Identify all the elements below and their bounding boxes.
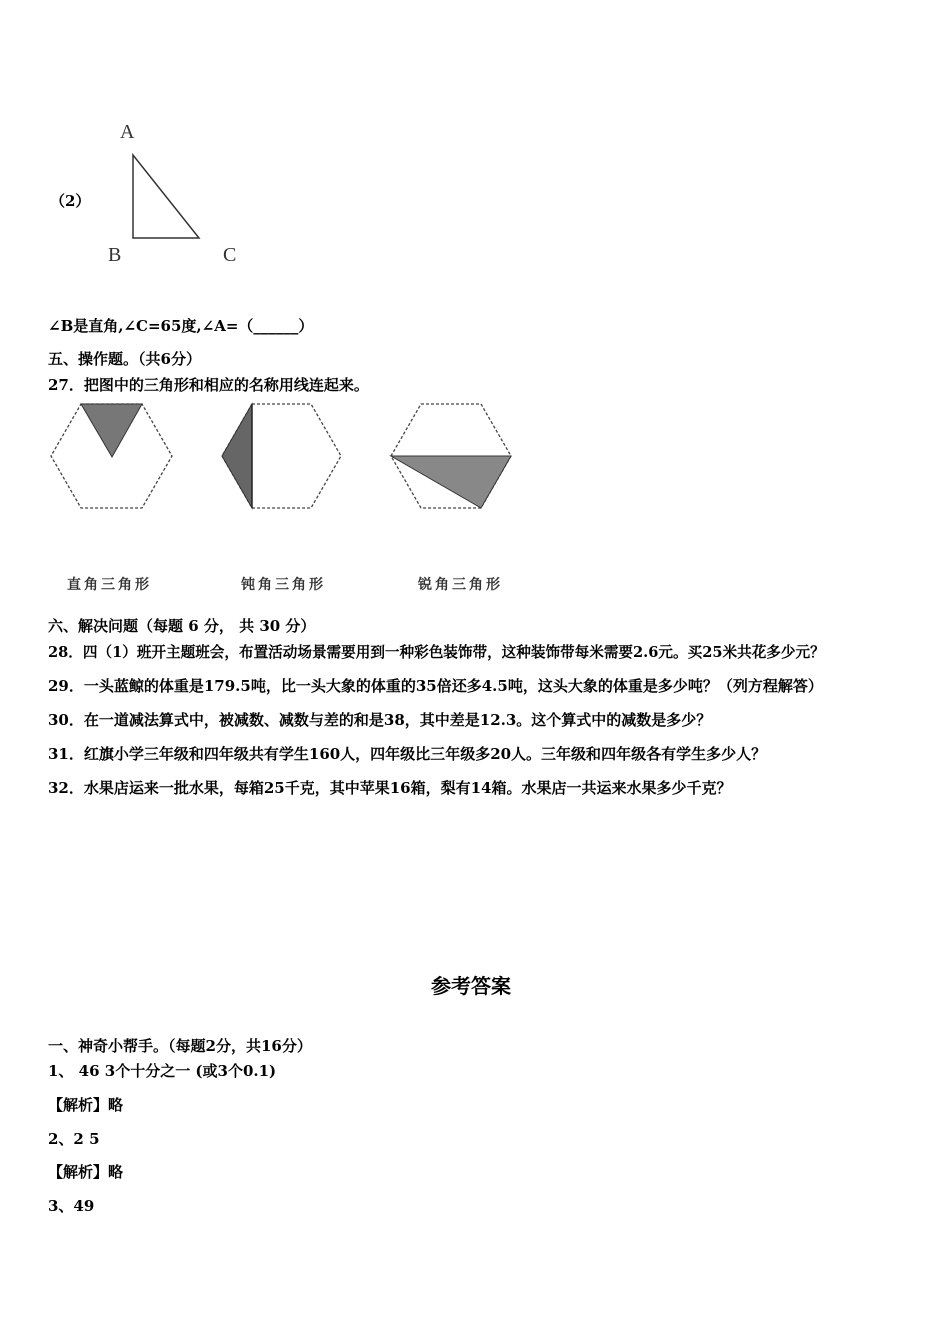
question-32: 32．水果店运来一批水果，每箱25千克，其中苹果16箱，梨有14箱。水果店一共运来水果多少千克？ (48, 779, 732, 797)
hexagon-figures (0, 0, 950, 600)
answer-2: 2、2 5 (48, 1130, 100, 1148)
vertex-label-a: A (120, 121, 135, 143)
angle-question: ∠B是直角,∠C=65度,∠A=（______） (48, 317, 314, 335)
answer-3: 3、49 (48, 1197, 95, 1215)
figure-number-label: （2） (50, 192, 91, 210)
answers-section1-heading: 一、神奇小帮手。（每题2分，共16分） (48, 1037, 312, 1055)
question-28: 28．四（1）班开主题班会，布置活动场景需要用到一种彩色装饰带，这种装饰带每米需要2.6元。买25米共花多少元？ (48, 644, 825, 661)
name-right-triangle: 直角三角形 (67, 577, 152, 593)
answers-title: 参考答案 (431, 974, 511, 998)
question-29: 29．一头蓝鲸的体重是179.5吨，比一头大象的体重的35倍还多4.5吨，这头大象的体重是多少吨？（列方程解答） (48, 677, 823, 695)
name-acute-triangle: 锐角三角形 (418, 577, 503, 593)
vertex-label-b: B (108, 244, 122, 266)
question-31: 31．红旗小学三年级和四年级共有学生160人，四年级比三年级多20人。三年级和四年级各有学生多少人？ (48, 745, 767, 763)
question-27: 27．把图中的三角形和相应的名称用线连起来。 (48, 376, 369, 394)
answer-1: 1、 46 3个十分之一 (或3个0.1) (48, 1062, 277, 1080)
explanation-1: 【解析】略 (48, 1096, 124, 1114)
section6-heading: 六、解决问题（每题 6 分， 共 30 分） (48, 617, 316, 635)
question-30: 30．在一道减法算式中，被减数、减数与差的和是38，其中差是12.3。这个算式中的减数是多少？ (48, 711, 712, 729)
hexagon-3-figure (391, 404, 511, 508)
explanation-2: 【解析】略 (48, 1163, 124, 1181)
vertex-label-c: C (223, 244, 237, 266)
hexagon-2-figure (222, 404, 341, 508)
hexagon-1-figure (51, 404, 172, 508)
section5-heading: 五、操作题。（共6分） (48, 350, 201, 368)
name-obtuse-triangle: 钝角三角形 (241, 577, 326, 593)
